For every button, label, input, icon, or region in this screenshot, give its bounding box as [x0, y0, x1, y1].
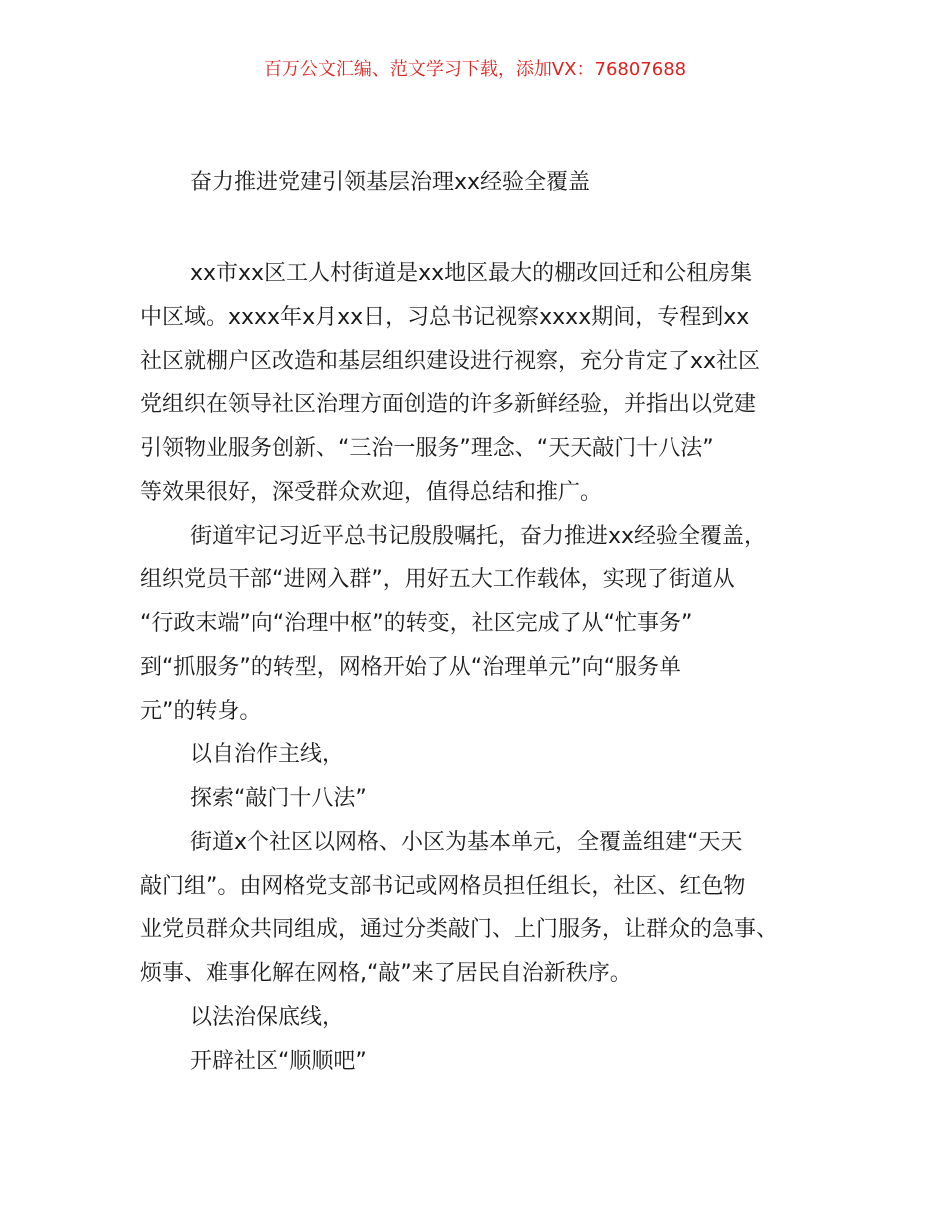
body-line: 街道x个社区以网格、小区为基本单元，全覆盖组建“天天	[190, 829, 743, 855]
body-line: “行政末端”向“治理中枢”的转变，社区完成了从“忙事务”	[140, 611, 693, 636]
body-line: 引领物业服务创新、“三治一服务”理念、“天天敲门十八法”	[140, 436, 714, 461]
body-line: 敲门组”。由网格党支部书记或网格员担任组长，社区、红色物	[140, 873, 746, 899]
section-heading-line: 以法治保底线，	[190, 1004, 345, 1030]
document-title: 奋力推进党建引领基层治理xx经验全覆盖	[190, 170, 591, 195]
document-body	[140, 252, 820, 1083]
section-heading-line: 探索“敲门十八法”	[190, 786, 367, 811]
body-line: 组织党员干部“进网入群”，用好五大工作载体，实现了街道从	[140, 567, 735, 593]
body-line: 业党员群众共同组成，通过分类敲门、上门服务，让群众的急事、	[140, 917, 779, 943]
body-line: xx市xx区工人村街道是xx地区最大的棚改回迁和公租房集	[190, 261, 753, 286]
header-banner: 百万公文汇编、范文学习下载，添加VX：76807688	[263, 59, 687, 80]
body-line: 中区域。xxxx年x月xx日，习总书记视察xxxx期间，专程到xx	[140, 304, 750, 330]
body-line: 街道牢记习近平总书记殷殷嘱托，奋力推进xx经验全覆盖，	[190, 523, 767, 549]
body-line: 社区就棚户区改造和基层组织建设进行视察，充分肯定了xx社区	[140, 348, 761, 374]
body-line: 党组织在领导社区治理方面创造的许多新鲜经验，并指出以党建	[140, 392, 757, 418]
section-heading-line: 以自治作主线，	[190, 742, 345, 768]
body-line: 到“抓服务”的转型，网格开始了从“治理单元”向“服务单	[140, 654, 681, 680]
section-heading-line: 开辟社区“顺顺吧”	[190, 1048, 367, 1074]
body-line: 等效果很好，深受群众欢迎，值得总结和推广。	[140, 479, 603, 505]
body-line: 元”的转身。	[140, 698, 262, 724]
body-line: 烦事、难事化解在网格,“敲”来了居民自治新秩序。	[140, 961, 632, 986]
